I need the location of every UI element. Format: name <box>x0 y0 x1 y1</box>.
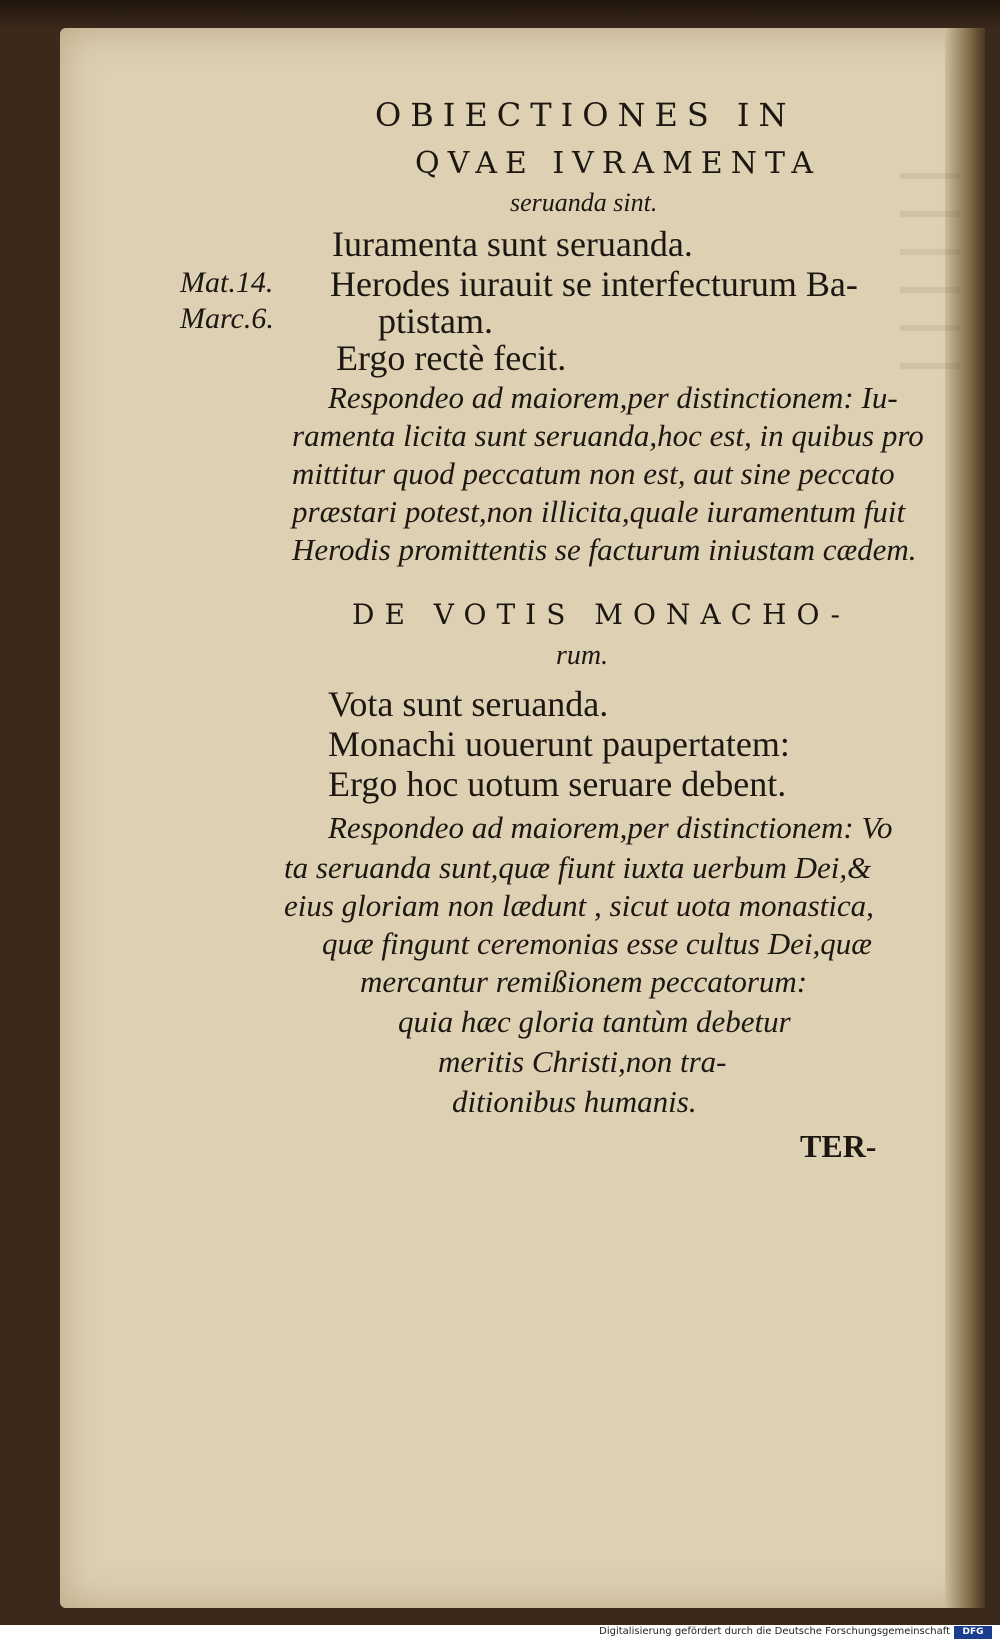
section1-response-3: mittitur quod peccatum non est, aut sine peccato <box>292 456 895 491</box>
section2-line-3: Ergo hoc uotum seruare debent. <box>328 764 787 804</box>
section2-line-2: Monachi uouerunt paupertatem: <box>328 724 790 764</box>
margin-note-mark: Marc.6. <box>180 302 274 335</box>
section1-subtitle: seruanda sint. <box>510 188 658 217</box>
section2-response-1: Respondeo ad maiorem,per distinctionem: Vo <box>328 810 893 845</box>
section2-response-2: ta seruanda sunt,quæ fiunt iuxta uerbum Dei,& <box>284 850 872 885</box>
catchword: TER- <box>800 1128 877 1164</box>
section2-response-5: mercantur remißionem peccatorum: <box>360 964 808 999</box>
section2-line-1: Vota sunt seruanda. <box>328 684 609 724</box>
section1-line-2: Herodes iurauit se interfecturum Ba- <box>330 264 858 304</box>
bleed-through-mark <box>900 173 960 373</box>
section1-response-4: præstari potest,non illicita,quale iuramentum fuit <box>292 494 906 529</box>
section1-line-1: Iuramenta sunt seruanda. <box>332 224 693 264</box>
section1-title: QVAE IVRAMENTA <box>415 146 821 181</box>
margin-note-matthew: Mat.14. <box>180 266 274 299</box>
section2-response-7: meritis Christi,non tra- <box>438 1044 727 1079</box>
section2-response-8: ditionibus humanis. <box>452 1084 697 1119</box>
scan-top-edge <box>0 0 1000 30</box>
section2-response-3: eius gloriam non lædunt , sicut uota monastica, <box>284 888 874 923</box>
section1-response-5: Herodis promittentis se facturum iniustam cædem. <box>292 532 917 567</box>
footer-credit: Digitalisierung gefördert durch die Deutsche Forschungsgemeinschaft <box>599 1626 950 1637</box>
section1-line-4: Ergo rectè fecit. <box>336 338 567 378</box>
section1-line-3: ptistam. <box>378 301 493 341</box>
book-page <box>60 28 985 1608</box>
section2-response-6: quia hæc gloria tantùm debetur <box>398 1004 791 1039</box>
section2-subtitle: rum. <box>556 640 609 671</box>
section2-title: DE VOTIS MONACHO- <box>352 598 850 631</box>
running-head: OBIECTIONES IN <box>375 96 796 134</box>
dfg-logo: DFG <box>954 1626 992 1639</box>
footer-bar <box>0 1625 1000 1641</box>
section2-response-4: quæ fingunt ceremonias esse cultus Dei,quæ <box>322 926 872 961</box>
section1-response-2: ramenta licita sunt seruanda,hoc est, in quibus pro <box>292 418 924 453</box>
section1-response-1: Respondeo ad maiorem,per distinctionem: Iu- <box>328 380 898 415</box>
